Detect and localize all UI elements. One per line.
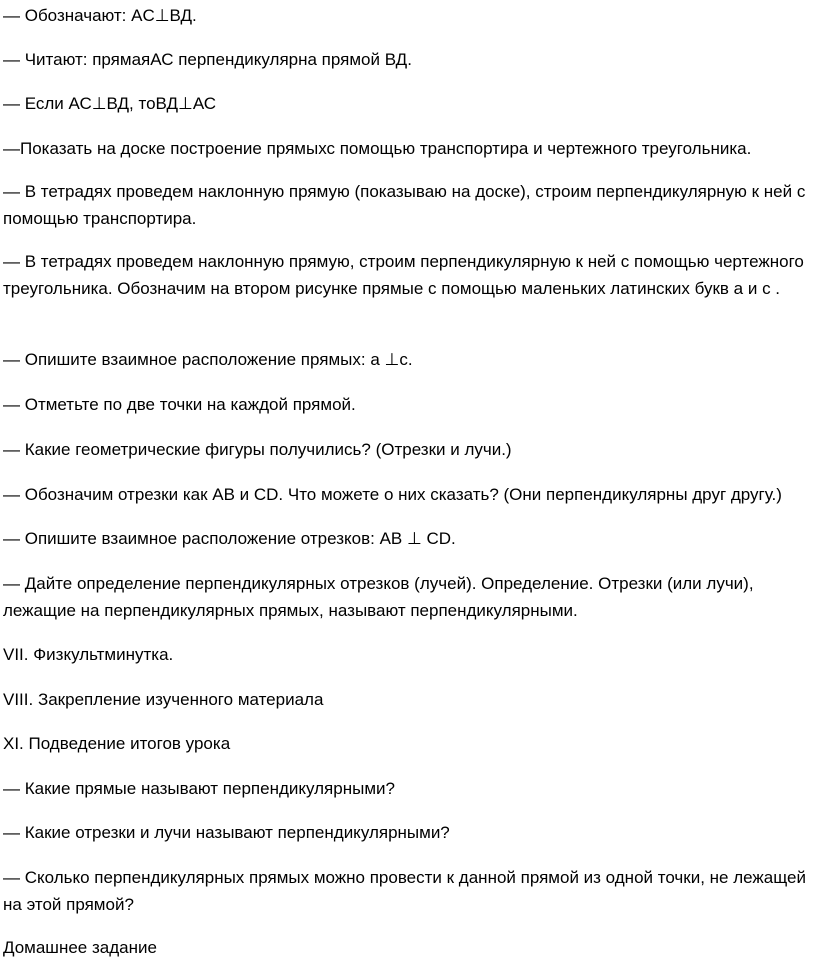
paragraph-board-demo: —Показать на доске построение прямыхс помощью транспортира и чертежного треугольника.: [3, 139, 752, 158]
paragraph-describe-lines: — Опишите взаимное расположение прямых: а ⊥с.: [3, 350, 413, 369]
paragraph-triangle-task: — В тетрадях проведем наклонную прямую, строим перпендикулярную к ней с помощью чертежного треугольника. Обозначим на втором рисунке прямые с помощью маленьких латинских букв а и с .: [3, 252, 804, 298]
paragraph-figures-question: — Какие геометрические фигуры получились? (Отрезки и лучи.): [3, 440, 512, 459]
heading-section-xi: XI. Подведение итогов урока: [3, 734, 231, 753]
heading-homework: Домашнее задание: [3, 938, 157, 957]
paragraph-mark-points: — Отметьте по две точки на каждой прямой.: [3, 395, 356, 414]
paragraph-review-count: — Сколько перпендикулярных прямых можно провести к данной прямой из одной точки, не лежащей на этой прямой?: [3, 868, 806, 914]
paragraph-definition: — Дайте определение перпендикулярных отрезков (лучей). Определение. Отрезки (или лучи), лежащие на перпендикулярных прямых, называют перпендикулярными.: [3, 574, 754, 620]
paragraph-protractor-task: — В тетрадях проведем наклонную прямую (показываю на доске), строим перпендикулярную к ней с помощью транспортира.: [3, 182, 806, 228]
heading-section-viii: VIII. Закрепление изученного материала: [3, 690, 324, 709]
paragraph-review-segments: — Какие отрезки и лучи называют перпендикулярными?: [3, 823, 450, 842]
heading-section-vii: VII. Физкультминутка.: [3, 645, 174, 664]
paragraph-notation: — Обозначают: AC⊥ВД.: [3, 6, 197, 25]
paragraph-if-then: — Если АС⊥ВД, тоВД⊥АС: [3, 94, 217, 113]
paragraph-reading: — Читают: прямаяАС перпендикулярна прямой ВД.: [3, 50, 412, 69]
paragraph-review-lines: — Какие прямые называют перпендикулярными?: [3, 779, 395, 798]
paragraph-segments-question: — Обозначим отрезки как АВ и CD. Что можете о них сказать? (Они перпендикулярны друг другу.): [3, 485, 782, 504]
paragraph-describe-segments: — Опишите взаимное расположение отрезков: АВ ⊥ CD.: [3, 529, 456, 548]
